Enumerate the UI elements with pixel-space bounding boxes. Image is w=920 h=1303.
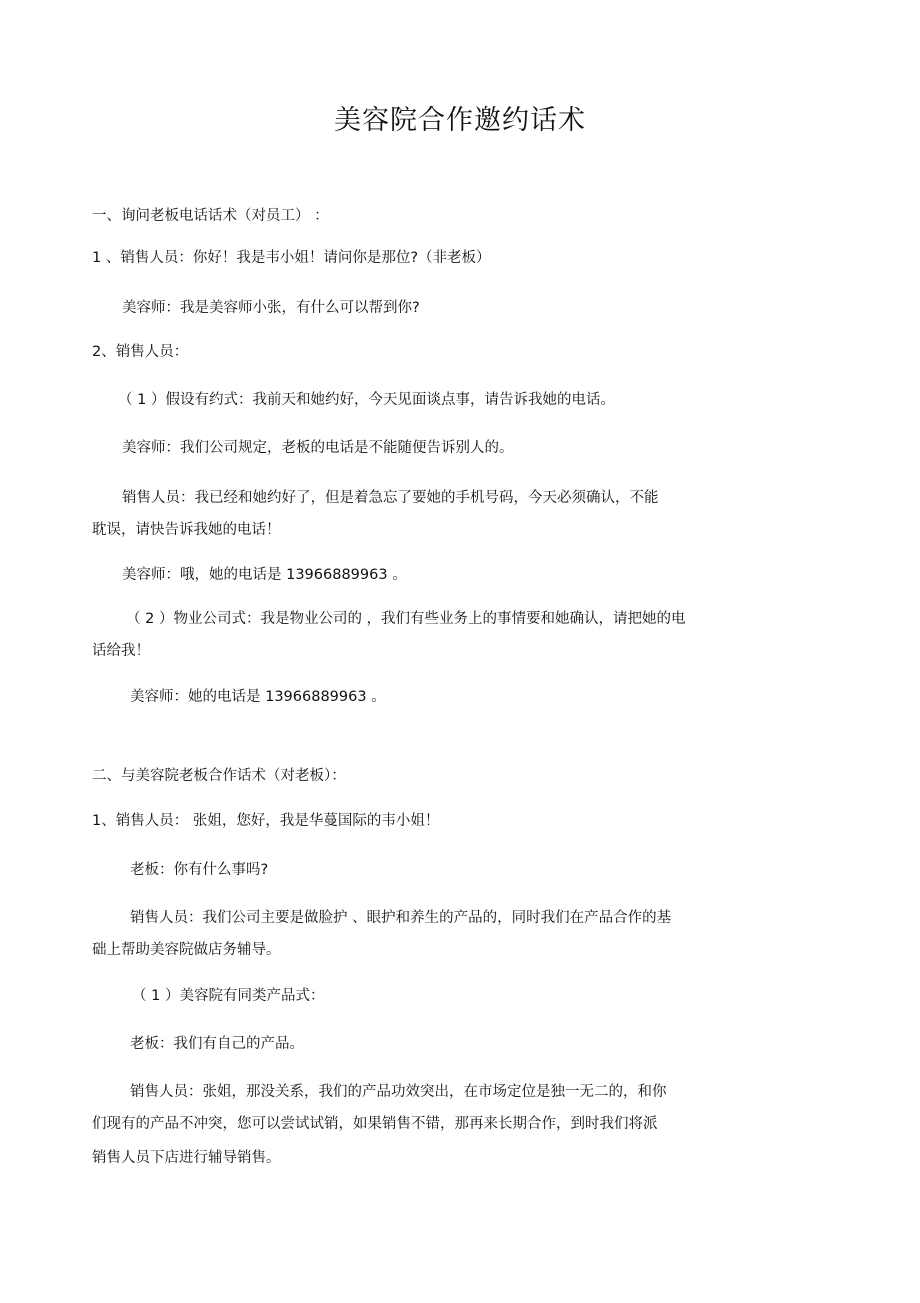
section-heading-2: 二、与美容院老板合作话术（对老板）： [92, 768, 346, 784]
dialogue-line-continued: 销售人员下店进行辅导销售。 [92, 1150, 281, 1166]
dialogue-line: 销售人员：我已经和她约好了，但是着急忘了要她的手机号码，今天必须确认，不能 [122, 490, 659, 506]
dialogue-line: 老板：我们有自己的产品。 [130, 1036, 304, 1052]
dialogue-line: 销售人员：我们公司主要是做脸护 、眼护和养生的产品的，同时我们在产品合作的基 [130, 910, 672, 926]
dialogue-line: 美容师：哦，她的电话是 13966889963 。 [122, 567, 407, 583]
dialogue-line-continued: 础上帮助美容院做店务辅导。 [92, 942, 281, 958]
dialogue-line: 美容师：我是美容师小张，有什么可以帮到你? [122, 300, 420, 316]
dialogue-line: 老板：你有什么事吗? [130, 862, 269, 878]
document-title: 美容院合作邀约话术 [334, 105, 586, 136]
subsection-heading: （ 1 ）假设有约式：我前天和她约好，今天见面谈点事，请告诉我她的电话。 [118, 392, 615, 408]
subsection-heading: （ 1 ）美容院有同类产品式： [132, 988, 325, 1004]
dialogue-line-continued: 耽误，请快告诉我她的电话！ [92, 522, 281, 538]
dialogue-line-continued: 们现有的产品不冲突，您可以尝试试销，如果销售不错，那再来长期合作，到时我们将派 [92, 1116, 658, 1132]
dialogue-line: 销售人员：张姐，那没关系，我们的产品功效突出，在市场定位是独一无二的，和你 [130, 1084, 667, 1100]
dialogue-line: 美容师：我们公司规定，老板的电话是不能随便告诉别人的。 [122, 440, 514, 456]
section-heading-1: 一、询问老板电话话术（对员工） ： [92, 208, 329, 224]
dialogue-line: 美容师：她的电话是 13966889963 。 [130, 689, 386, 705]
dialogue-line: 1、销售人员： 张姐，您好，我是华蔓国际的韦小姐！ [92, 813, 440, 829]
dialogue-line: 2、销售人员： [92, 344, 189, 360]
subsection-heading: （ 2 ）物业公司式：我是物业公司的 ，我们有些业务上的事情要和她确认，请把她的电 [126, 611, 686, 627]
dialogue-line-continued: 话给我！ [92, 643, 150, 659]
dialogue-line: 1 、销售人员：你好！我是韦小姐！请问你是那位?（非老板） [92, 250, 491, 266]
